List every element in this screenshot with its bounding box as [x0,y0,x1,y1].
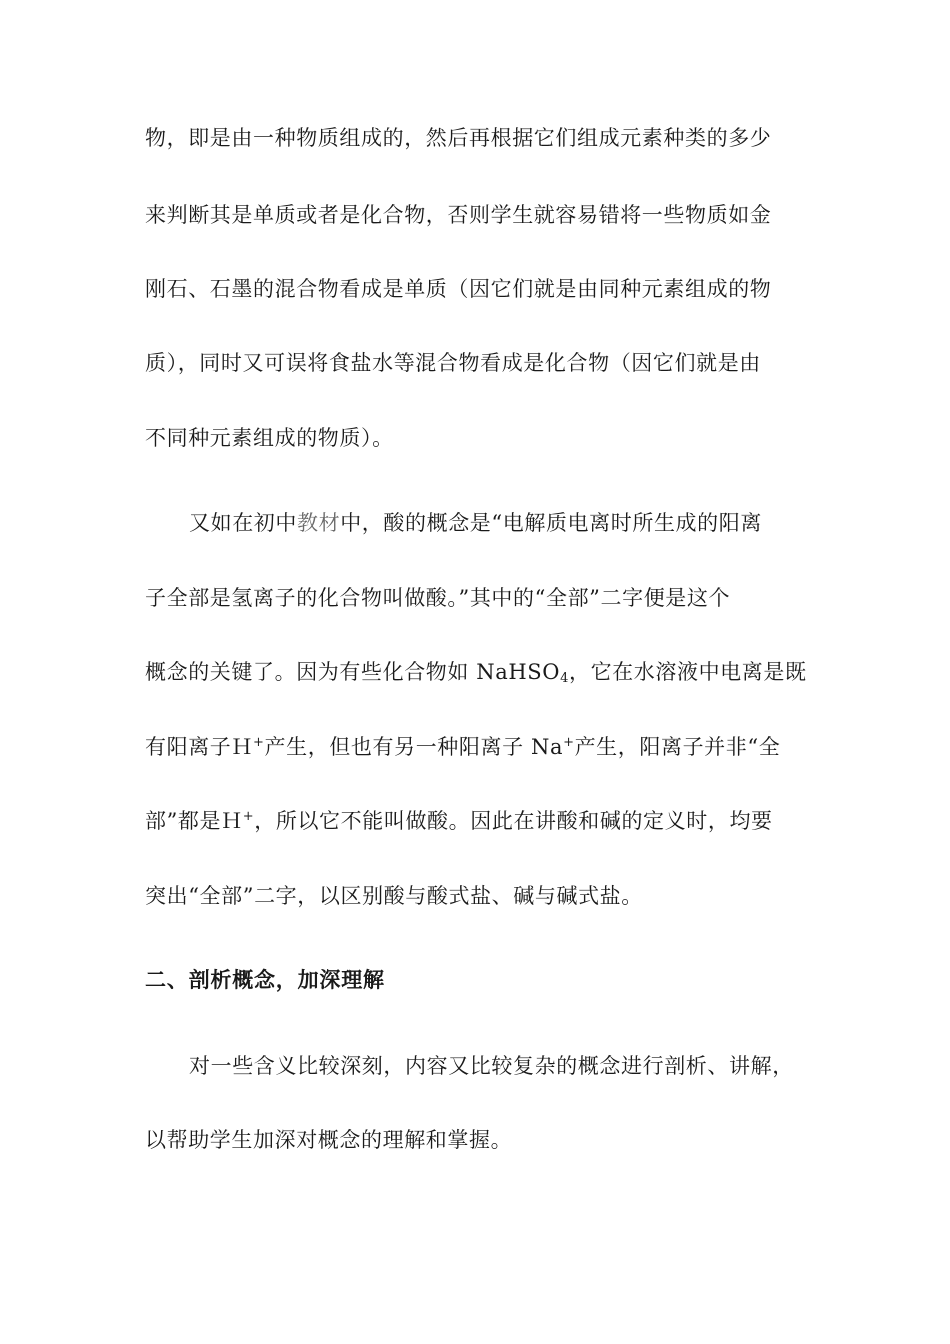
textbook-link-text: 教材 [297,511,341,535]
superscript-plus-h-2: + [242,809,255,824]
paragraph-2-line-3-text-a: 概念的关键了。因为有些化合物如 NaHSO [145,660,561,684]
paragraph-2-line-4-text-c: 产生，阳离子并非“全 [574,735,781,759]
paragraph-1-line-4: 质），同时又可误将食盐水等混合物看成是化合物（因它们就是由 [145,351,761,375]
paragraph-1-line-5: 不同种元素组成的物质）。 [145,426,394,450]
paragraph-2-line-3-text-b: ，它在水溶液中电离是既 [568,660,807,684]
paragraph-2-line-3 [145,657,807,687]
paragraph-2-line-6: 突出“全部”二字，以区别酸与酸式盐、碱与碱式盐。 [145,884,643,908]
paragraph-3-line-2: 以帮助学生加深对概念的理解和掌握。 [145,1128,513,1152]
paragraph-2-line-4-text-a: 有阳离子Ｈ [145,735,253,759]
superscript-plus-na: + [563,735,575,750]
superscript-plus-h: + [253,735,265,750]
paragraph-3-line-1: 对一些含义比较深刻，内容又比较复杂的概念进行剖析、讲解， [189,1054,794,1078]
paragraph-2-line-4 [145,732,780,762]
paragraph-2-line-1-text-c: 中，酸的概念是“电解质电离时所生成的阳离 [340,511,762,535]
paragraph-1-line-3: 刚石、石墨的混合物看成是单质（因它们就是由同种元素组成的物 [145,277,772,301]
paragraph-2-line-1 [189,508,762,538]
paragraph-2-line-1-text-a: 又如在初中 [189,511,297,535]
paragraph-2-line-5-text-b: ，所以它不能叫做酸。因此在讲酸和碱的定义时，均要 [254,809,773,833]
paragraph-2-line-5 [145,806,773,836]
paragraph-1-line-2: 来判断其是单质或者是化合物，否则学生就容易错将一些物质如金 [145,203,772,227]
subscript-4: 4 [560,671,569,686]
paragraph-2-line-4-text-b: 产生，但也有另一种阳离子 Na [264,735,564,759]
paragraph-2-line-2: 子全部是氢离子的化合物叫做酸。”其中的“全部”二字便是这个 [145,586,731,610]
paragraph-2-line-5-text-a: 部”都是Ｈ [145,809,243,833]
paragraph-1-line-1: 物，即是由一种物质组成的，然后再根据它们组成元素种类的多少 [145,126,772,150]
section-heading: 二、剖析概念，加深理解 [145,968,385,992]
